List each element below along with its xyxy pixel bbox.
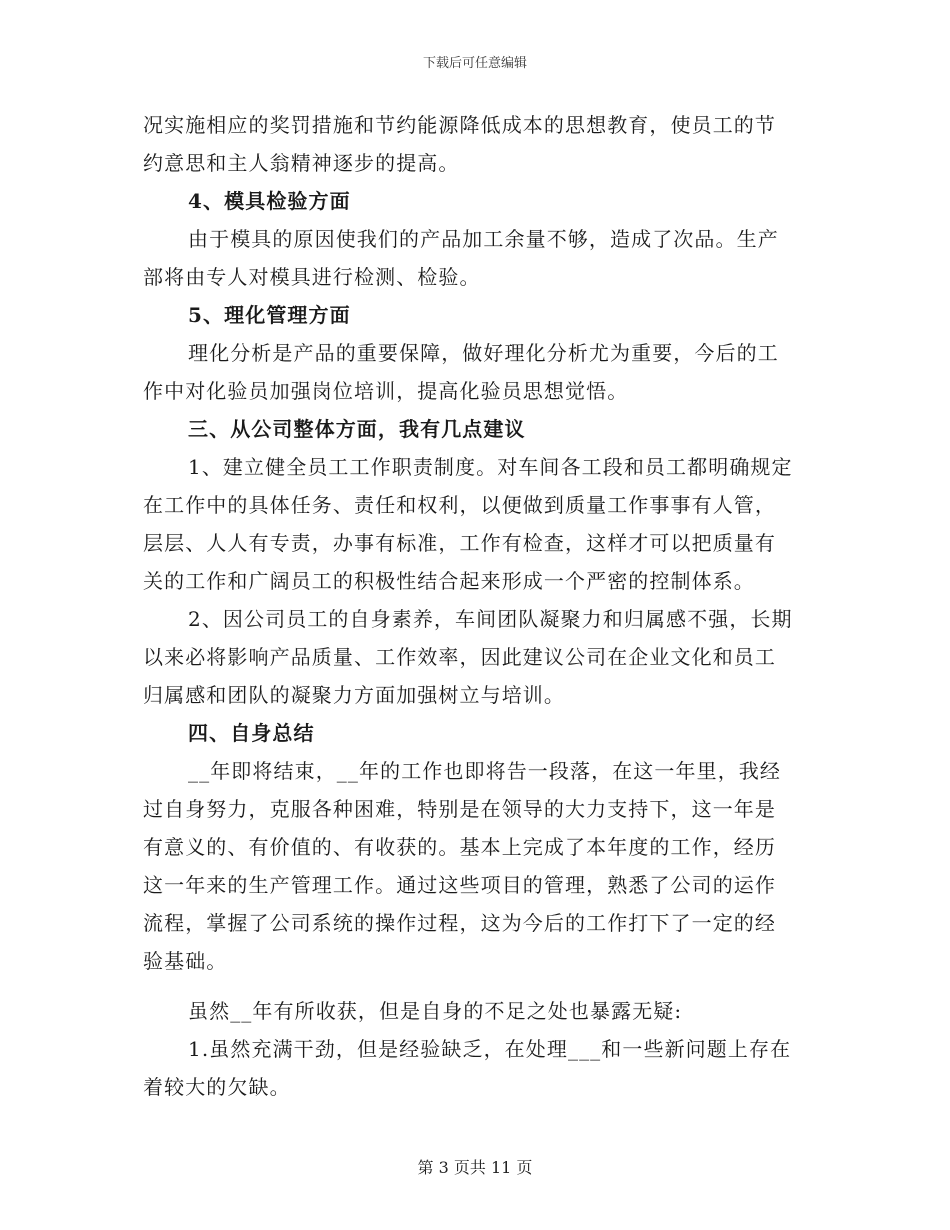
- body-line: __年即将结束，__年的工作也即将告一段落，在这一年里，我经: [188, 759, 781, 783]
- body-line: 由于模具的原因使我们的产品加工余量不够，造成了次品。生产: [188, 227, 779, 251]
- section-heading: 4、模具检验方面: [188, 189, 351, 213]
- body-line: 验基础。: [143, 949, 228, 973]
- section-heading: 三、从公司整体方面，我有几点建议: [188, 417, 526, 441]
- paragraph-gap: [143, 980, 811, 992]
- body-line: 在工作中的具体任务、责任和权利，以便做到质量工作事事有人管，: [143, 493, 776, 517]
- body-line: 作中对化验员加强岗位培训，提高化验员思想觉悟。: [143, 379, 629, 403]
- body-line: 虽然__年有所收获，但是自身的不足之处也暴露无疑:: [188, 999, 683, 1023]
- body-line: 约意思和主人翁精神逐步的提高。: [143, 151, 460, 175]
- body-line: 1.虽然充满干劲，但是经验缺乏，在处理___和一些新问题上存在: [188, 1037, 792, 1061]
- body-line: 归属感和团队的凝聚力方面加强树立与培训。: [143, 683, 565, 707]
- body-line: 着较大的欠缺。: [143, 1075, 291, 1099]
- body-line: 流程，掌握了公司系统的操作过程，这为今后的工作打下了一定的经: [143, 911, 776, 935]
- body-line: 理化分析是产品的重要保障，做好理化分析尤为重要，今后的工: [188, 341, 779, 365]
- body-line: 1、建立健全员工工作职责制度。对车间各工段和员工都明确规定: [188, 455, 793, 479]
- body-line: 过自身努力，克服各种困难，特别是在领导的大力支持下，这一年是: [143, 797, 776, 821]
- body-line: 这一年来的生产管理工作。通过这些项目的管理，熟悉了公司的运作: [143, 873, 776, 897]
- document-body: [143, 106, 811, 1106]
- body-line: 况实施相应的奖罚措施和节约能源降低成本的思想教育，使员工的节: [143, 113, 776, 137]
- body-line: 关的工作和广阔员工的积极性结合起来形成一个严密的控制体系。: [143, 569, 755, 593]
- page-header: 下载后可任意编辑: [422, 56, 527, 71]
- body-line: 有意义的、有价值的、有收获的。基本上完成了本年度的工作，经历: [143, 835, 776, 859]
- section-heading: 四、自身总结: [188, 721, 315, 745]
- body-line: 部将由专人对模具进行检测、检验。: [143, 265, 481, 289]
- section-heading: 5、理化管理方面: [188, 303, 351, 327]
- body-line: 2、因公司员工的自身素养，车间团队凝聚力和归属感不强，长期: [188, 607, 793, 631]
- page-footer: 第 3 页共 11 页: [417, 1158, 533, 1177]
- body-line: 层层、人人有专责，办事有标准，工作有检查，这样才可以把质量有: [143, 531, 776, 555]
- body-line: 以来必将影响产品质量、工作效率，因此建议公司在企业文化和员工: [143, 645, 776, 669]
